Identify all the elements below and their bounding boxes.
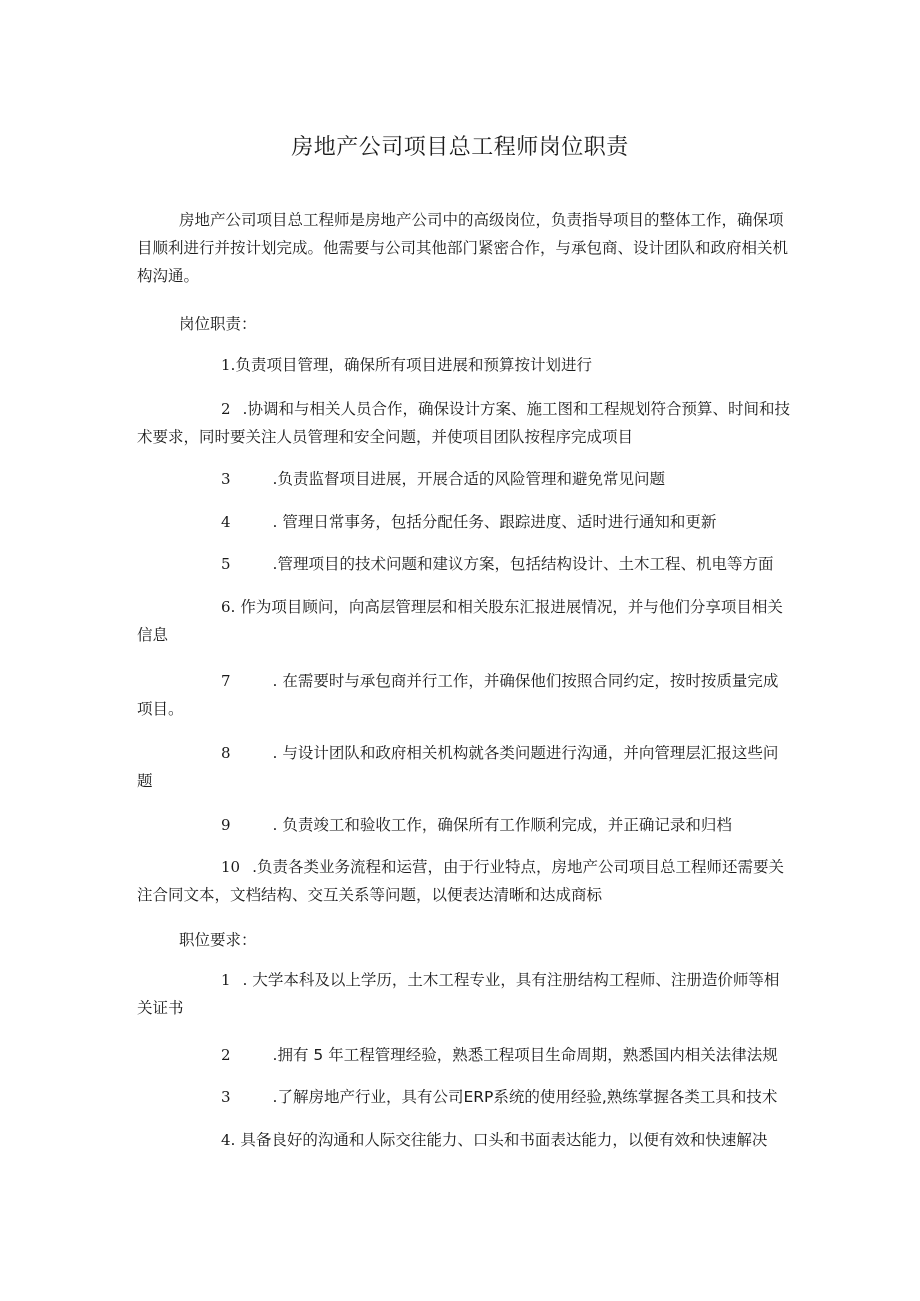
duty-text: . 在需要时与承包商并行工作，并确保他们按照合同约定，按时按质量完成项目。 [137, 672, 779, 718]
duty-text: . 管理日常事务，包括分配任务、跟踪进度、适时进行通知和更新 [272, 513, 717, 531]
duties-heading: 岗位职责： [179, 315, 257, 333]
requirement-text: .了解房地产行业，具有公司ERP系统的使用经验,熟练掌握各类工具和技术 [272, 1088, 778, 1106]
duty-text: .负责监督项目进展，开展合适的风险管理和避免常见问题 [272, 470, 665, 488]
requirement-number: 1 [221, 971, 231, 989]
duty-item [137, 550, 793, 578]
requirement-text: . 大学本科及以上学历，土木工程专业，具有注册结构工程师、注册造价师等相关证书 [137, 971, 780, 1017]
requirement-item [137, 1083, 793, 1111]
document-title: 房地产公司项目总工程师岗位职责 [291, 135, 629, 160]
duty-text: .负责各类业务流程和运营，由于行业特点，房地产公司项目总工程师还需要关注合同文本，文档结构、交互关系等问题，以便表达清晰和达成商标 [137, 858, 785, 904]
duty-item [137, 465, 793, 493]
duty-number: 4 [221, 513, 231, 531]
duty-number: 3 [221, 470, 231, 488]
duty-number: 1 [221, 356, 231, 374]
requirement-text: .拥有 5 年工程管理经验，熟悉工程项目生命周期，熟悉国内相关法律法规 [272, 1046, 778, 1064]
duty-text: . 负责竣工和验收工作，确保所有工作顺利完成，并正确记录和归档 [272, 816, 732, 834]
requirements-heading: 职位要求： [179, 931, 257, 949]
requirement-number: 3 [221, 1088, 231, 1106]
duty-text: . 与设计团队和政府相关机构就各类问题进行沟通，并向管理层汇报这些问题 [137, 744, 779, 790]
duty-number: 5 [221, 555, 231, 573]
duty-item [137, 395, 793, 451]
duty-text: .协调和与相关人员合作，确保设计方案、施工图和工程规划符合预算、时间和技术要求，同时要关注人员管理和安全问题，并使项目团队按程序完成项目 [137, 400, 790, 446]
duty-number: 6 [221, 598, 231, 616]
duty-number: 7 [221, 672, 231, 690]
duty-item [137, 508, 793, 536]
duty-text: . 作为项目顾问，向高层管理层和相关股东汇报进展情况，并与他们分享项目相关信息 [137, 598, 783, 644]
duty-item [137, 811, 793, 839]
duty-item [137, 593, 793, 649]
requirement-item [137, 1041, 793, 1069]
duty-number: 8 [221, 744, 231, 762]
requirement-number: 2 [221, 1046, 231, 1064]
duty-number: 2 [221, 400, 231, 418]
requirement-item [137, 966, 793, 1022]
duty-number: 9 [221, 816, 231, 834]
duty-text: .管理项目的技术问题和建议方案，包括结构设计、土木工程、机电等方面 [272, 555, 774, 573]
duty-number: 10 [221, 858, 241, 876]
requirement-item [137, 1126, 793, 1154]
requirement-number: 4 [221, 1131, 231, 1149]
requirement-text: . 具备良好的沟通和人际交往能力、口头和书面表达能力，以便有效和快速解决 [230, 1131, 768, 1149]
duty-item [137, 739, 793, 795]
duty-text: .负责项目管理，确保所有项目进展和预算按计划进行 [230, 356, 592, 374]
duty-item [137, 853, 793, 909]
duty-item [137, 351, 793, 379]
duty-item [137, 667, 793, 723]
intro-paragraph: 房地产公司项目总工程师是房地产公司中的高级岗位，负责指导项目的整体工作，确保项目顺利进行并按计划完成。他需要与公司其他部门紧密合作，与承包商、设计团队和政府相关机构沟通。 [137, 211, 789, 285]
